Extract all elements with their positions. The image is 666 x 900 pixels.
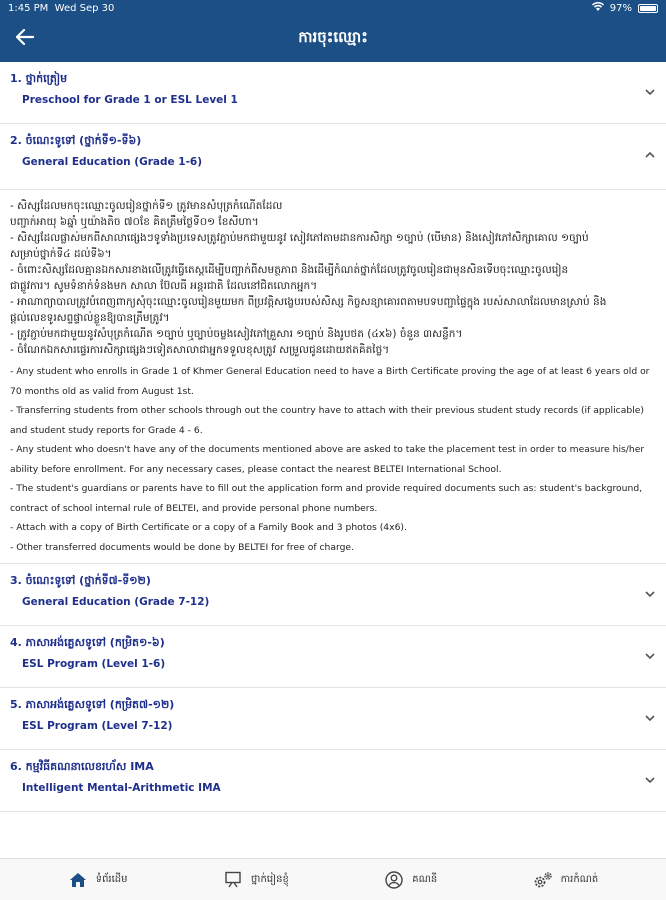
detail-line-en: ability before enrollment. For any necessary cases, please contact the nearest BELTEI International School.: [10, 463, 502, 475]
detail-line-km: ជាផ្លូវការ។ សូមទំនាក់ទំនងមក សាលា ប៊ែលធី អន្តរជាតិ ដែលនៅជិតលោកអ្នក។: [10, 280, 318, 292]
arrow-left-icon: [16, 29, 34, 45]
chevron-down-icon[interactable]: [642, 772, 658, 788]
detail-line-en: - Other transferred documents would be done by BELTEI for free of charge.: [10, 541, 355, 553]
section-title-km: 4. ភាសាអង់គ្លេសទូទៅ (កម្រិត១-៦): [10, 636, 165, 649]
section-title-en: ESL Program (Level 7-12): [22, 720, 173, 732]
tab-label: គណនី: [412, 874, 438, 885]
detail-line-km: - សិស្សដែលផ្លាស់មកពីសាលាផ្សេងៗទូទាំងប្រទេសត្រូវភ្ជាប់មកជាមួយនូវ សៀវភៅតាមដានការសិក្សា ១ច្បាប់ (បើមាន) និងសៀវភៅសិក្សាគោល ១ច្បាប់: [10, 232, 589, 244]
registration-list: [0, 62, 666, 858]
section-details: [0, 190, 666, 564]
section-esl-7-12[interactable]: [0, 688, 666, 750]
tab-label: ការកំណត់: [560, 874, 599, 885]
chevron-down-icon[interactable]: [642, 586, 658, 602]
section-title-en: General Education (Grade 1-6): [22, 156, 203, 168]
account-icon: [384, 870, 404, 890]
detail-line-km: - ចំណែកឯកសារផ្ទេរការសិក្សាផ្សេងៗទៀតសាលាជាអ្នកទទួលខុសត្រូវ សម្រួលជូនដោយឥតគិតថ្លៃ។: [10, 344, 390, 356]
section-preschool[interactable]: [0, 62, 666, 124]
detail-line-km: - សិស្សដែលមកចុះឈ្មោះចូលរៀនថ្នាក់ទី១ ត្រូវមានសំបុត្រកំណើតដែល: [10, 200, 283, 212]
detail-line-km: ផ្តល់លេខទូរសព្ទផ្ទាល់ខ្លួនឱ្យបានត្រឹមត្រូវ។: [10, 312, 170, 324]
tab-account[interactable]: [384, 870, 437, 890]
tab-settings[interactable]: [533, 870, 599, 890]
tab-bar: [0, 858, 666, 900]
detail-line-en: - Attach with a copy of Birth Certificate or a copy of a Family Book and 3 photos (4x6).: [10, 522, 407, 533]
detail-line-en: - Transferring students from other schools through out the country have to attach with their previous student study records (if applicable): [10, 405, 644, 416]
detail-line-km: សម្រាប់ថ្នាក់ទី៤ ដល់ទី៦។: [10, 248, 112, 260]
chevron-up-icon[interactable]: [642, 146, 658, 162]
detail-line-km: - ចំពោះសិស្សដែលគ្មានឯកសារខាងលើត្រូវធ្វើតេស្តដើម្បីបញ្ជាក់ពីសមត្ថភាព និងដើម្បីកំណត់ថ្នាក់ដែលត្រូវចូលរៀនជាមុនសិនទើបចុះឈ្មោះចូលរៀន: [10, 264, 569, 276]
section-title-en: ESL Program (Level 1-6): [22, 658, 166, 670]
detail-line-en: - Any student who enrolls in Grade 1 of Khmer General Education need to have a Birth Certificate proving the age of at least 6 years old or: [10, 366, 650, 377]
nav-bar: [0, 16, 666, 62]
back-button[interactable]: [10, 24, 40, 54]
home-icon: [68, 870, 88, 890]
detail-line-km: - ត្រូវភ្ជាប់មកជាមួយនូវសំបុត្រកំណើត ១ច្បាប់ ឬច្បាប់ចម្លងសៀវភៅគ្រួសារ ១ច្បាប់ និងរូបថត (៤x៦) ចំនួន ៣សន្លឹក។: [10, 328, 463, 340]
detail-line-km: បញ្ជាក់អាយុ ៦ឆ្នាំ ឬយ៉ាងតិច ៧០ខែ គិតត្រឹមថ្ងៃទី០១ ខែសីហា។: [10, 216, 259, 228]
status-bar: [0, 0, 666, 16]
section-title-en: Intelligent Mental-Arithmetic IMA: [22, 782, 221, 794]
wifi-icon: [592, 2, 604, 15]
section-title-km: 5. ភាសាអង់គ្លេសទូទៅ (កម្រិត៧-១២): [10, 698, 175, 711]
section-ima[interactable]: [0, 750, 666, 812]
section-esl-1-6[interactable]: [0, 626, 666, 688]
section-general-education-7-12[interactable]: [0, 564, 666, 626]
section-title-km: 1. ថ្នាក់ត្រៀម: [10, 72, 68, 85]
section-title-km: 6. កម្មវិធីគណនាលេខរហ័ស IMA: [10, 760, 154, 773]
detail-line-en: - The student's guardians or parents have to fill out the application form and provide required documents such as: student's background,: [10, 483, 643, 494]
detail-line-en: - Any student who doesn't have any of the documents mentioned above are asked to take the placement test in order to measure his/her: [10, 444, 645, 455]
chevron-down-icon[interactable]: [642, 710, 658, 726]
chevron-down-icon[interactable]: [642, 648, 658, 664]
settings-icon: [533, 870, 553, 890]
classroom-icon: [223, 870, 243, 890]
section-general-education-1-6[interactable]: [0, 124, 666, 190]
page-title: ការចុះឈ្មោះ: [298, 28, 368, 46]
tab-home[interactable]: [68, 870, 128, 890]
tab-label: ថ្នាក់រៀនខ្ញុំ: [250, 874, 289, 885]
battery-percent: 97%: [609, 2, 632, 14]
tab-my-class[interactable]: [223, 870, 289, 890]
status-time: 1:45 PM Wed Sep 30: [8, 2, 115, 14]
section-title-km: 3. ចំណេះទូទៅ (ថ្នាក់ទី៧-ទី១២): [10, 574, 151, 587]
tab-label: ទំព័រដើម: [95, 874, 128, 885]
chevron-down-icon[interactable]: [642, 84, 658, 100]
section-title-km: 2. ចំណេះទូទៅ (ថ្នាក់ទី១-ទី៦): [10, 134, 142, 147]
detail-line-en: contract of school internal rule of BELTEI, and provide personal phone numbers.: [10, 502, 378, 514]
detail-line-km: - អាណាព្យាបាលត្រូវបំពេញពាក្យសុំចុះឈ្មោះចូលរៀនមួយមក ពីប្រវត្តិសង្ខេបរបស់សិស្ស កិច្ចសន្យាគោរពតាមបទបញ្ជាផ្ទៃក្នុង របស់សាលាដែលមានស្រាប់ និង: [10, 296, 607, 308]
battery-icon: [638, 4, 658, 13]
section-title-en: General Education (Grade 7-12): [22, 596, 210, 608]
detail-line-en: and student study reports for Grade 4 - 6.: [10, 424, 203, 436]
detail-line-en: 70 months old as valid from August 1st.: [10, 385, 194, 397]
section-title-en: Preschool for Grade 1 or ESL Level 1: [22, 94, 238, 106]
